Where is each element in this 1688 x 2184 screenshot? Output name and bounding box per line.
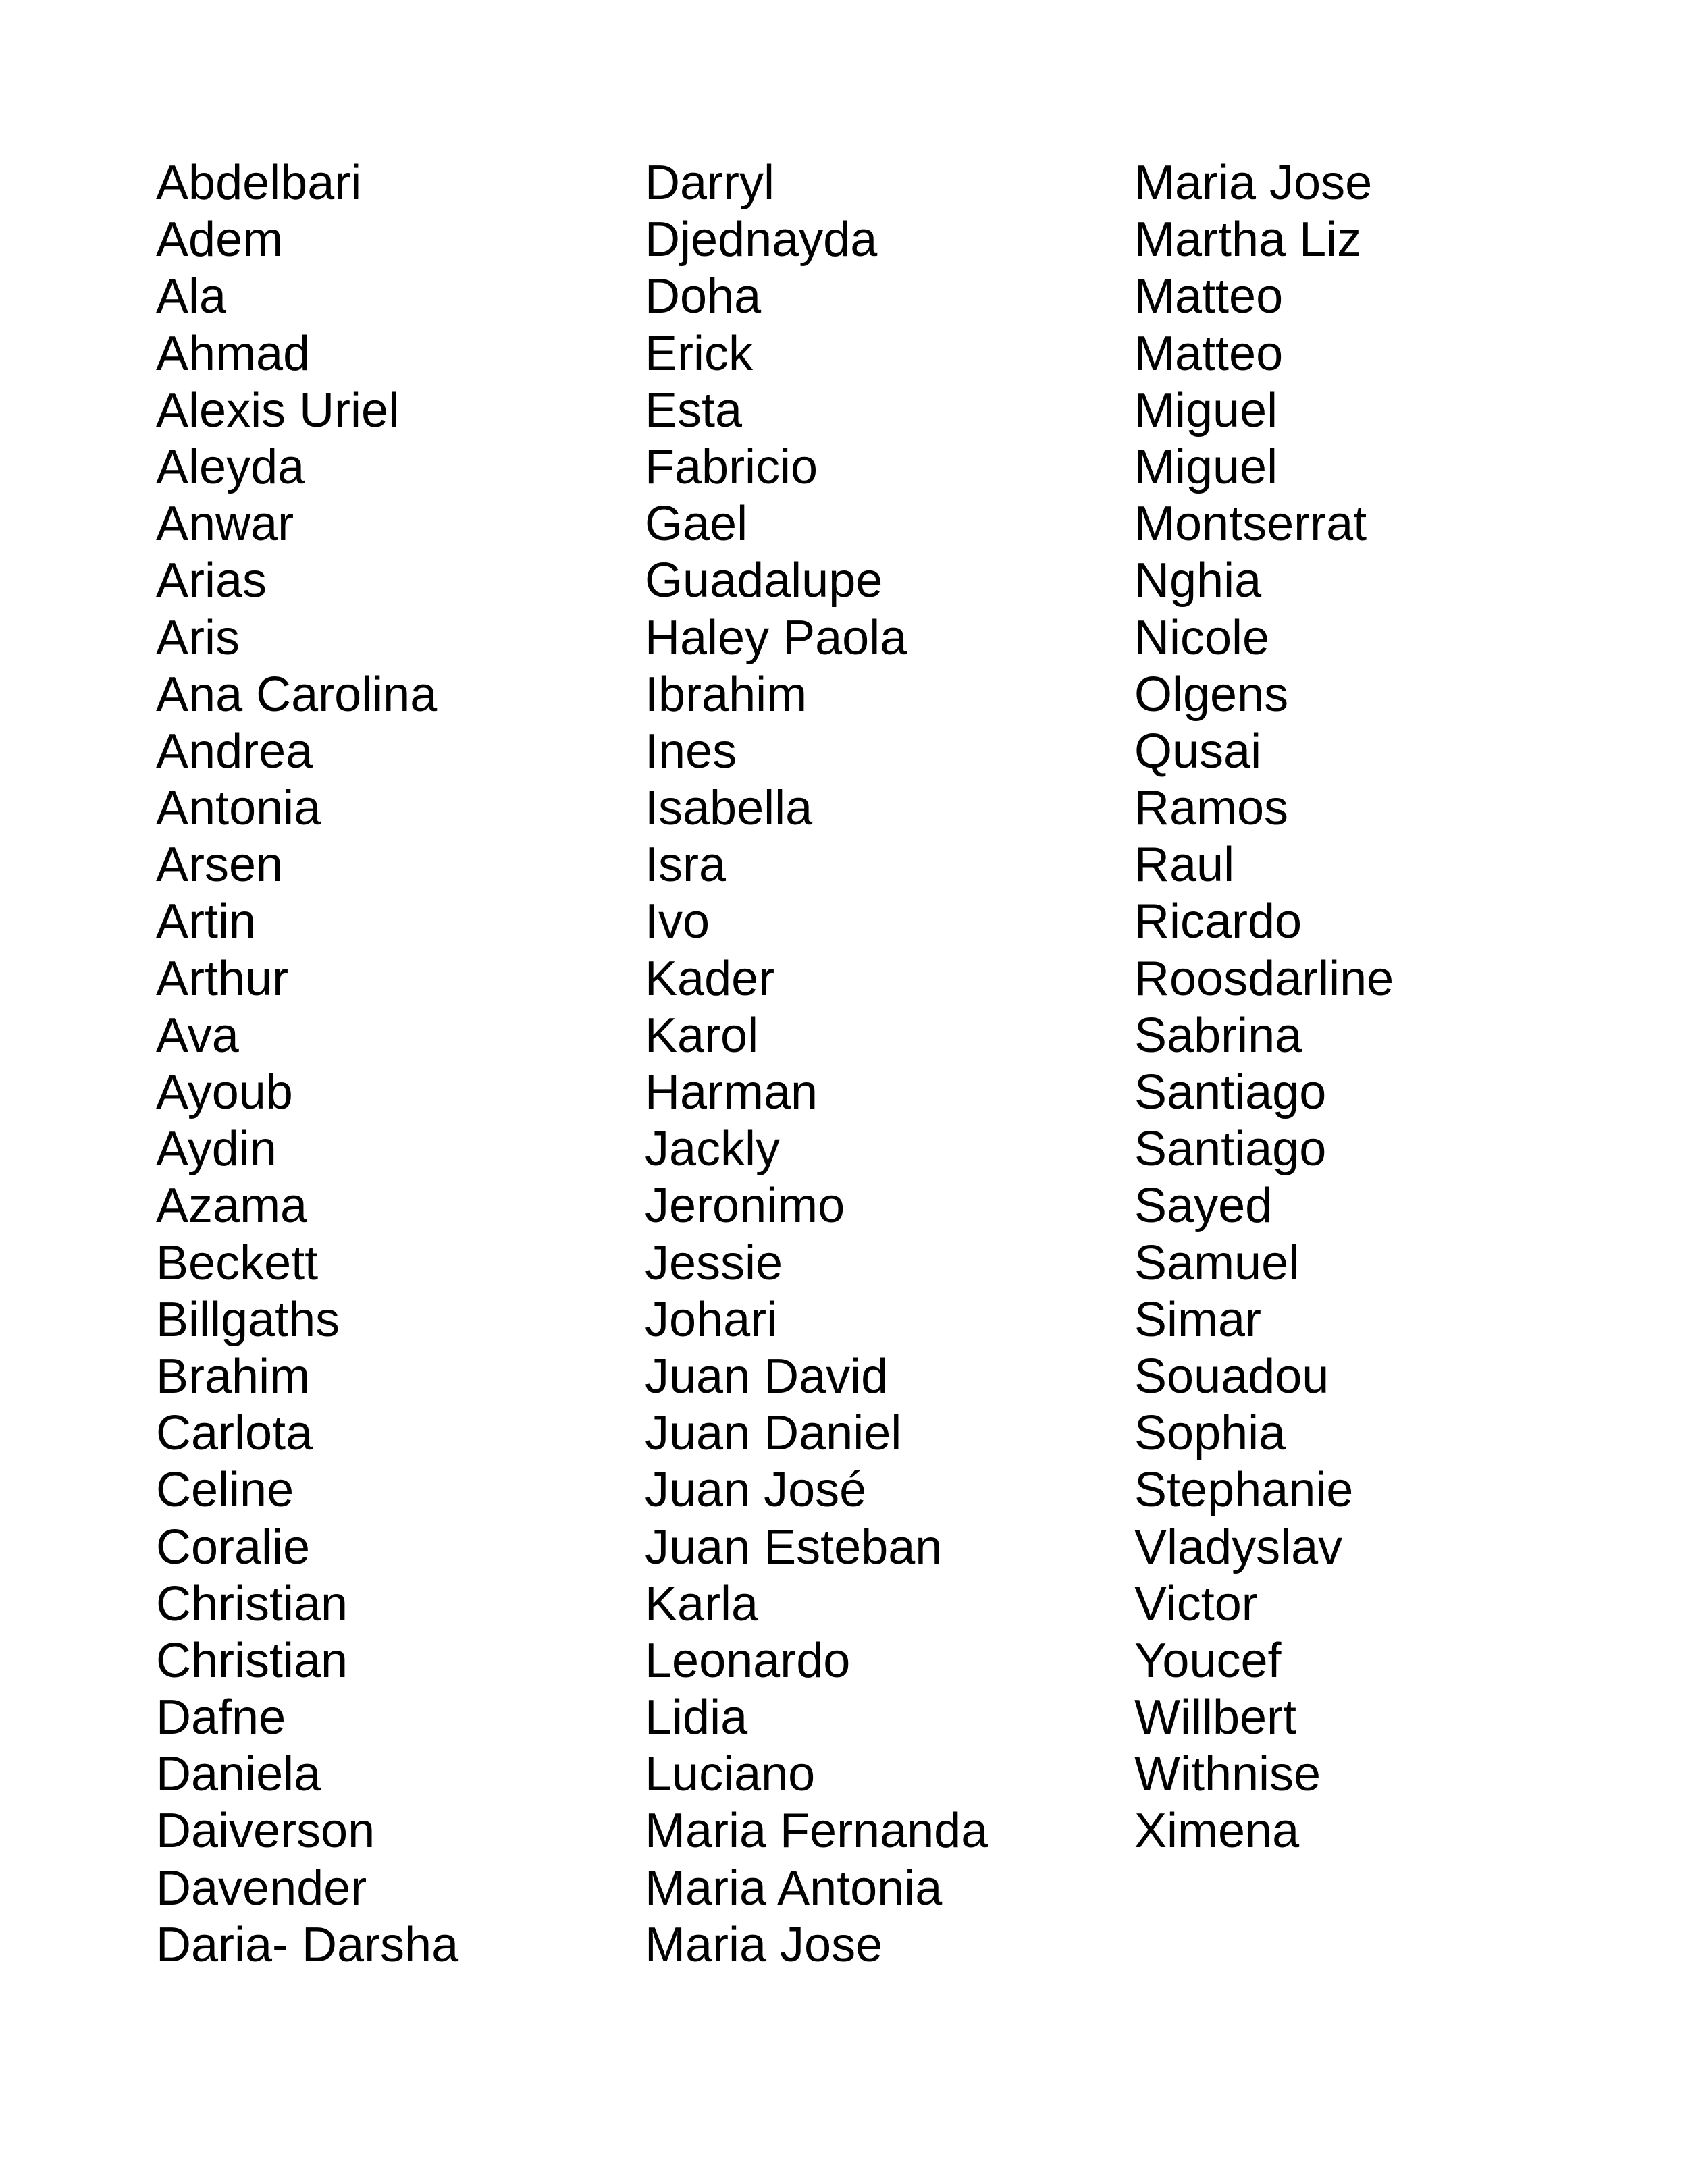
name-entry: Celine: [156, 1463, 294, 1518]
name-entry: Juan David: [645, 1349, 889, 1404]
name-entry: Stephanie: [1134, 1463, 1354, 1518]
name-entry: Maria Antonia: [645, 1861, 943, 1915]
name-entry: Coralie: [156, 1520, 311, 1574]
name-entry: Maria Jose: [1134, 156, 1373, 210]
name-entry: Dafne: [156, 1690, 286, 1745]
name-entry: Andrea: [156, 724, 313, 778]
name-entry: Ricardo: [1134, 895, 1302, 949]
name-entry: Christian: [156, 1576, 348, 1631]
name-entry: Ines: [645, 724, 737, 778]
name-entry: Daiverson: [156, 1804, 375, 1859]
name-entry: Sabrina: [1134, 1008, 1302, 1063]
name-column-3: [1134, 155, 1394, 1860]
name-entry: Davender: [156, 1861, 367, 1915]
name-entry: Isra: [645, 838, 727, 893]
name-entry: Aris: [156, 610, 240, 665]
name-entry: Ala: [156, 269, 227, 324]
name-entry: Guadalupe: [645, 554, 883, 608]
name-entry: Daria- Darsha: [156, 1917, 459, 1972]
name-entry: Adem: [156, 213, 284, 267]
name-entry: Maria Fernanda: [645, 1804, 988, 1859]
name-entry: Willbert: [1134, 1690, 1297, 1745]
name-entry: Ximena: [1134, 1804, 1300, 1859]
name-entry: Karla: [645, 1576, 759, 1631]
name-entry: Alexis Uriel: [156, 383, 400, 437]
name-entry: Lidia: [645, 1690, 748, 1745]
name-entry: Luciano: [645, 1747, 816, 1802]
name-entry: Juan Esteban: [645, 1520, 943, 1574]
name-entry: Martha Liz: [1134, 213, 1362, 267]
name-entry: Jackly: [645, 1122, 781, 1177]
name-entry: Ivo: [645, 895, 710, 949]
name-column-2: [645, 155, 988, 1973]
name-entry: Abdelbari: [156, 156, 362, 210]
name-entry: Simar: [1134, 1292, 1262, 1347]
name-entry: Youcef: [1134, 1633, 1282, 1688]
name-entry: Withnise: [1134, 1747, 1321, 1802]
name-entry: Anwar: [156, 497, 294, 552]
name-entry: Juan Daniel: [645, 1406, 902, 1461]
name-entry: Qusai: [1134, 724, 1262, 778]
name-entry: Christian: [156, 1633, 348, 1688]
name-entry: Matteo: [1134, 269, 1284, 324]
name-entry: Maria Jose: [645, 1917, 883, 1972]
name-entry: Darryl: [645, 156, 774, 210]
name-entry: Erick: [645, 326, 753, 381]
name-entry: Raul: [1134, 838, 1235, 893]
name-entry: Harman: [645, 1065, 818, 1119]
name-entry: Roosdarline: [1134, 951, 1394, 1006]
name-entry: Juan José: [645, 1463, 867, 1518]
name-entry: Sayed: [1134, 1179, 1273, 1233]
name-entry: Carlota: [156, 1406, 313, 1461]
name-column-1: [156, 155, 458, 1973]
name-entry: Azama: [156, 1179, 308, 1233]
name-entry: Ramos: [1134, 781, 1289, 836]
name-entry: Samuel: [1134, 1235, 1300, 1290]
name-entry: Arias: [156, 554, 267, 608]
name-entry: Nghia: [1134, 554, 1262, 608]
name-entry: Brahim: [156, 1349, 311, 1404]
name-entry: Miguel: [1134, 440, 1278, 494]
name-entry: Ibrahim: [645, 667, 808, 722]
name-entry: Esta: [645, 383, 743, 437]
name-entry: Leonardo: [645, 1633, 851, 1688]
name-entry: Beckett: [156, 1235, 319, 1290]
name-entry: Miguel: [1134, 383, 1278, 437]
name-entry: Jeronimo: [645, 1179, 845, 1233]
name-entry: Aleyda: [156, 440, 305, 494]
name-entry: Daniela: [156, 1747, 321, 1802]
name-entry: Karol: [645, 1008, 759, 1063]
name-entry: Antonia: [156, 781, 321, 836]
name-entry: Isabella: [645, 781, 813, 836]
name-entry: Souadou: [1134, 1349, 1329, 1404]
name-entry: Kader: [645, 951, 775, 1006]
name-entry: Ava: [156, 1008, 239, 1063]
name-entry: Jessie: [645, 1235, 783, 1290]
name-entry: Haley Paola: [645, 610, 907, 665]
name-entry: Aydin: [156, 1122, 277, 1177]
name-entry: Ayoub: [156, 1065, 293, 1119]
name-entry: Billgaths: [156, 1292, 340, 1347]
name-entry: Sophia: [1134, 1406, 1286, 1461]
name-entry: Fabricio: [645, 440, 818, 494]
name-entry: Doha: [645, 269, 762, 324]
name-entry: Matteo: [1134, 326, 1284, 381]
name-entry: Nicole: [1134, 610, 1270, 665]
name-entry: Gael: [645, 497, 748, 552]
name-entry: Montserrat: [1134, 497, 1367, 552]
name-entry: Djednayda: [645, 213, 878, 267]
name-entry: Santiago: [1134, 1065, 1327, 1119]
name-entry: Arsen: [156, 838, 284, 893]
name-entry: Johari: [645, 1292, 778, 1347]
name-entry: Santiago: [1134, 1122, 1327, 1177]
name-entry: Vladyslav: [1134, 1520, 1343, 1574]
name-entry: Ana Carolina: [156, 667, 438, 722]
name-entry: Artin: [156, 895, 257, 949]
name-entry: Ahmad: [156, 326, 311, 381]
name-entry: Olgens: [1134, 667, 1289, 722]
name-entry: Arthur: [156, 951, 289, 1006]
name-entry: Victor: [1134, 1576, 1258, 1631]
